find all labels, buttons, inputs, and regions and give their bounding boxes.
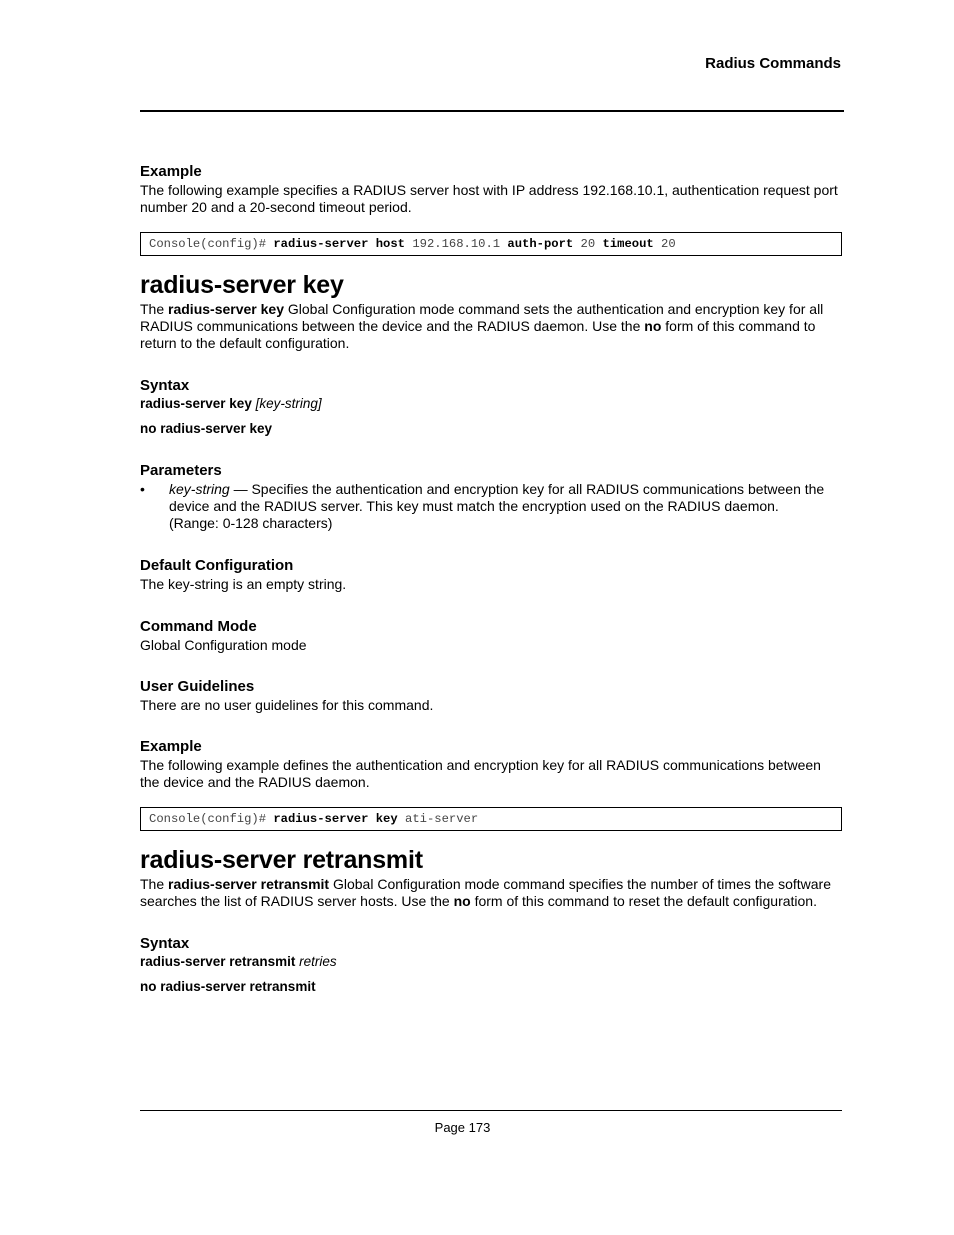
code-example-key <box>140 807 842 831</box>
desc-text: Global Configuration mode command specifies the number of times the software searches the list of RADIUS server hosts. Use the <box>140 876 832 909</box>
code-command: radius-server host <box>273 237 405 251</box>
desc-text: Global Configuration mode command sets the authentication and encryption key for all RADIUS communications between the device and the RADIUS daemon. Use the <box>140 301 824 334</box>
syntax-argument: key-string <box>259 396 318 411</box>
desc-command: radius-server key <box>168 301 284 317</box>
code-command: radius-server key <box>273 812 398 826</box>
desc-text: form of this command to reset the default configuration. <box>470 893 817 909</box>
syntax-command: radius-server retransmit <box>140 954 296 969</box>
code-value: 192.168.10.1 <box>405 237 508 251</box>
example-heading: Example <box>140 738 202 755</box>
parameter-item <box>140 481 842 532</box>
parameter-name: key-string <box>169 481 230 497</box>
code-prompt: Console(config)# <box>149 812 274 826</box>
section-description <box>140 301 842 352</box>
code-value: ati-server <box>397 812 479 826</box>
syntax-line <box>140 395 842 412</box>
page-header-title: Radius Commands <box>705 55 841 72</box>
page-number: Page 173 <box>434 1120 491 1135</box>
desc-text: form of this command to return to the default configuration. <box>140 318 816 351</box>
desc-command: radius-server retransmit <box>168 876 330 892</box>
desc-no-keyword: no <box>453 893 471 909</box>
command-mode-heading: Command Mode <box>140 618 257 635</box>
section-title-radius-server-key: radius-server key <box>140 271 344 299</box>
syntax-command: radius-server key <box>140 396 252 411</box>
syntax-line <box>140 953 842 970</box>
example-text: The following example defines the authentication and encryption key for all RADIUS communications between the device and the RADIUS daemon. <box>140 757 821 790</box>
user-guidelines-text: There are no user guidelines for this command. <box>140 697 434 713</box>
example-text: The following example specifies a RADIUS server host with IP address 192.168.10.1, authentication request port number 20 and a 20-second timeout period. <box>140 182 838 215</box>
syntax-bracket: [ <box>251 396 260 411</box>
desc-text: The <box>140 301 169 317</box>
code-command: auth-port <box>507 237 574 251</box>
command-mode-text: Global Configuration mode <box>140 637 307 653</box>
section-title-radius-server-retransmit: radius-server retransmit <box>140 846 423 874</box>
code-command: timeout <box>602 237 654 251</box>
example-heading: Example <box>140 163 202 180</box>
section-description <box>140 876 842 910</box>
syntax-heading: Syntax <box>140 935 190 952</box>
code-example-host <box>140 232 842 256</box>
syntax-bracket: ] <box>317 396 322 411</box>
parameters-heading: Parameters <box>140 462 222 479</box>
bullet-icon: • <box>140 481 145 497</box>
desc-text: The <box>140 876 169 892</box>
parameter-range: (Range: 0-128 characters) <box>169 515 333 531</box>
syntax-heading: Syntax <box>140 377 190 394</box>
user-guidelines-heading: User Guidelines <box>140 678 255 695</box>
code-value: 20 <box>573 237 603 251</box>
code-prompt: Console(config)# <box>149 237 274 251</box>
footer-rule <box>140 1110 842 1111</box>
syntax-no-line: no radius-server key <box>140 421 273 436</box>
header-rule <box>140 110 844 112</box>
parameter-description: — Specifies the authentication and encryption key for all RADIUS communications between the device and the RADIUS server. This key must match the encryption used on the RADIUS daemon. <box>169 481 825 514</box>
code-value: 20 <box>653 237 676 251</box>
page-content <box>140 162 842 995</box>
syntax-argument: retries <box>299 954 337 969</box>
default-configuration-text: The key-string is an empty string. <box>140 576 347 592</box>
desc-no-keyword: no <box>644 318 662 334</box>
syntax-no-line: no radius-server retransmit <box>140 979 316 994</box>
default-configuration-heading: Default Configuration <box>140 557 294 574</box>
